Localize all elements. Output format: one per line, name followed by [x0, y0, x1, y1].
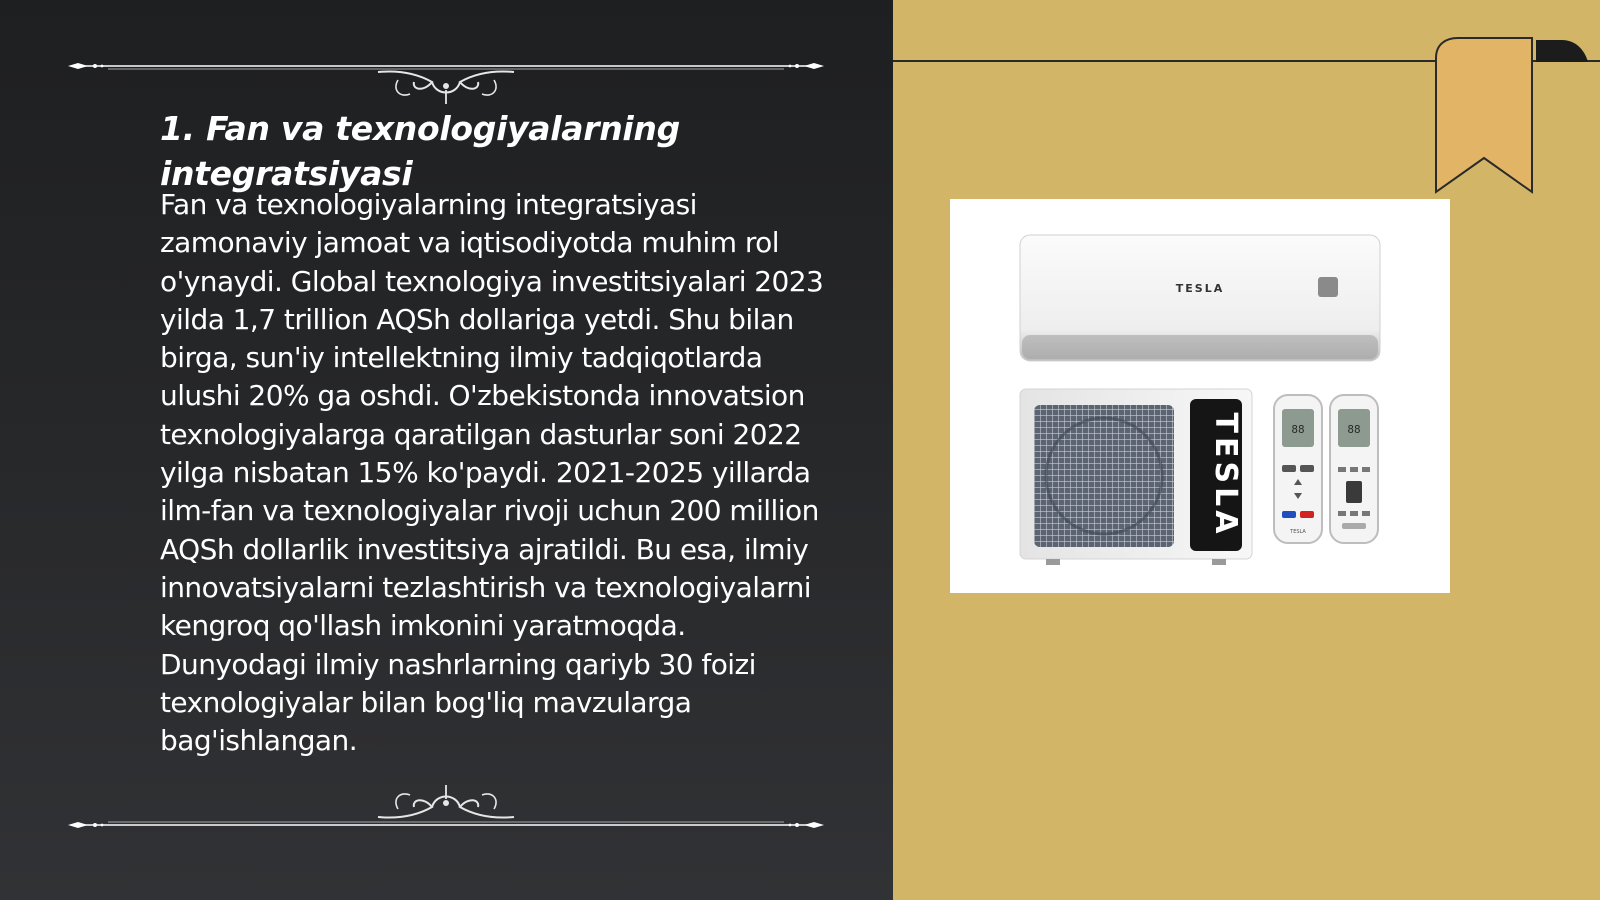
slide-title: 1. Fan va texnologiyalarning integratsiyasi: [160, 109, 680, 193]
remote-control-1: [1274, 395, 1322, 543]
outdoor-unit: [1020, 389, 1252, 565]
bookmark-ribbon-icon: [1432, 36, 1592, 198]
remote-1-display: 88: [1291, 423, 1305, 436]
product-image: [950, 199, 1450, 593]
air-conditioner-illustration: [950, 199, 1450, 593]
indoor-brand-label: TESLA: [1175, 282, 1225, 295]
indoor-unit: [1020, 235, 1380, 361]
remote-1-brand: TESLA: [1290, 529, 1306, 535]
slide-body-text: Fan va texnologiyalarning integratsiyasi zamonaviy jamoat va iqtisodiyotda muhim rol o'ynaydi. Global texnologiya investitsiyalari 2023 yilda 1,7 trillion AQSh dollariga yetdi. Shu bilan birga, sun'iy intellektning ilmiy tadqiqotlarda ulushi 20% ga oshdi. O'zbekistonda innovatsion texnologiyalarga qaratilgan dasturlar soni 2022 yilga nisbatan 15% ko'paydi. 2021-2025 yillarda ilm-fan va texnologiyalar rivoji uchun 200 million AQSh dollarlik investitsiya ajratildi. Bu esa, ilmiy innovatsiyalarni tezlashtirish va texnologiyalarni kengroq qo'llash imkonini yaratmoqda. Dunyodagi ilmiy nashrlarning qariyb 30 foizi texnologiyalar bilan bog'liq mavzularga bag'ishlangan.: [160, 188, 824, 758]
ornament-top-flourish-icon: [370, 66, 522, 106]
remote-2-display: 88: [1347, 423, 1361, 436]
remote-control-2: [1330, 395, 1378, 543]
outdoor-brand-label: TESLA: [1208, 412, 1243, 538]
ornament-bottom-line: [68, 814, 824, 836]
